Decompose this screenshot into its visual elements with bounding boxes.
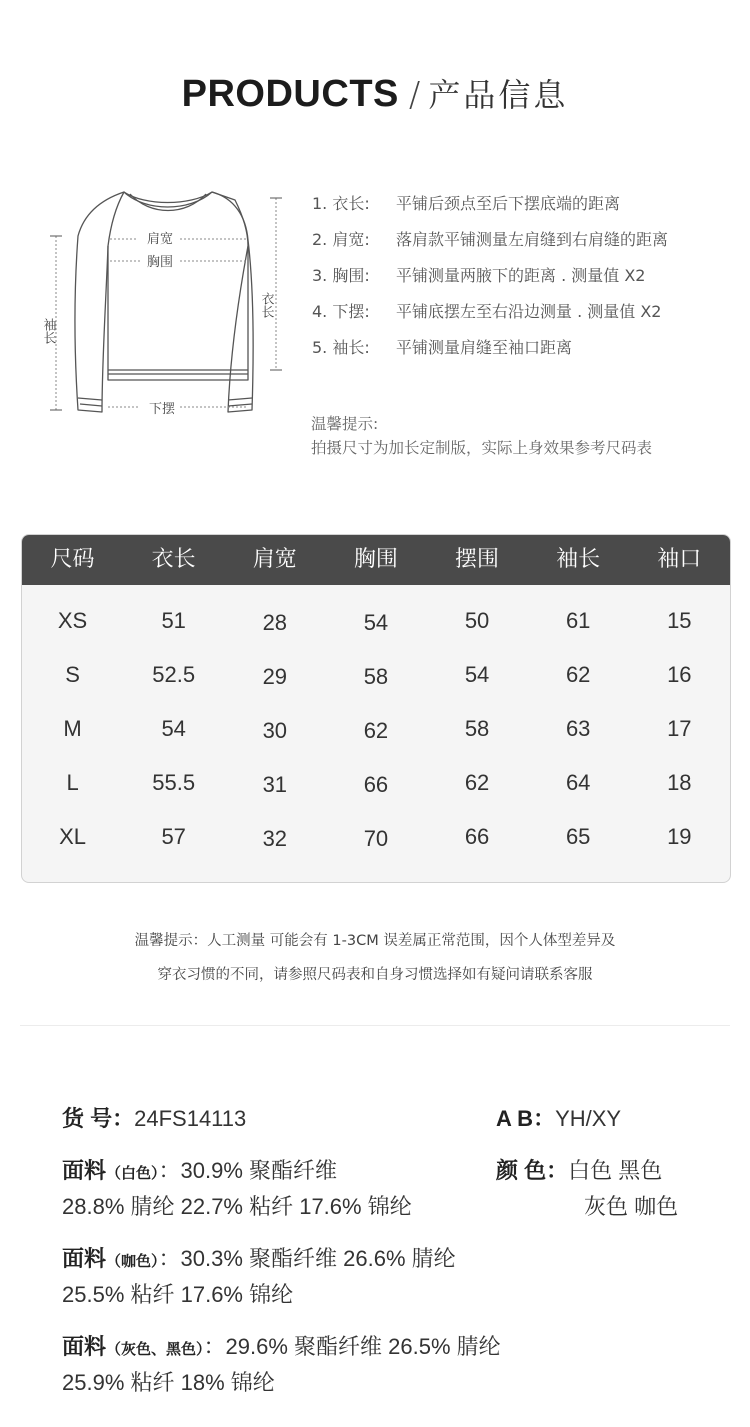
note-row [312, 262, 742, 298]
table-cell: 52.5 [152, 662, 196, 687]
note-text: 落肩款平铺测量左肩缝到右肩缝的距离 [396, 230, 669, 249]
table-cell: 62 [565, 662, 591, 687]
note-text: 平铺测量两腋下的距离 . 测量值 X2 [396, 266, 646, 285]
table-cell: 57 [161, 824, 186, 849]
table-cell: L [66, 770, 79, 795]
measurement-notes [312, 190, 742, 370]
table-cell: M [63, 716, 82, 741]
header-cell: 袖口 [657, 547, 702, 572]
table-cell: 16 [667, 662, 692, 687]
note-key: 3. 胸围: [312, 266, 370, 285]
table-cell: 64 [565, 770, 591, 795]
table-cell: 55.5 [152, 770, 196, 795]
fabric1-line1 [62, 1156, 337, 1189]
fabric-color-tag: （咖色） [106, 1253, 159, 1270]
ab-value: YH/XY [555, 1106, 622, 1131]
fabric-composition: ：30.9% 聚酯纤维 [158, 1158, 338, 1183]
header-cell: 衣长 [151, 547, 196, 572]
title-chinese: 产品信息 [428, 76, 569, 114]
table-cell: 50 [464, 608, 490, 633]
table-row [22, 715, 730, 745]
note-key: 4. 下摆: [312, 302, 370, 321]
ab-label: A B： [496, 1106, 556, 1131]
color-line2: 灰色 咖色 [584, 1194, 679, 1219]
note-key: 2. 肩宽: [312, 230, 370, 249]
tip-label: 温馨提示: [311, 415, 379, 433]
length-label: 衣长 [258, 292, 274, 318]
table-cell: 66 [464, 824, 490, 849]
table-cell: 62 [464, 770, 490, 795]
table-header [22, 535, 730, 585]
reminder-line-2: 穿衣习惯的不同，请参照尺码表和自身习惯选择如有疑问请联系客服 [157, 967, 593, 983]
table-cell: S [65, 662, 80, 687]
table-cell: 58 [464, 716, 490, 741]
table-cell: 19 [667, 824, 692, 849]
chest-label: 胸围 [146, 255, 174, 270]
color-label: 颜 色： [496, 1158, 569, 1183]
fabric1-line2: 28.8% 腈纶 22.7% 粘纤 17.6% 锦纶 [62, 1194, 412, 1219]
photo-tip [311, 412, 652, 460]
table-cell: 15 [667, 608, 692, 633]
tip-text: 拍摄尺寸为加长定制版，实际上身效果参考尺码表 [311, 439, 653, 457]
fabric-composition: ：29.6% 聚酯纤维 26.5% 腈纶 [203, 1334, 501, 1359]
header-cell: 尺码 [50, 547, 95, 572]
table-row [22, 769, 730, 799]
color-line1 [496, 1156, 662, 1186]
table-row [22, 661, 730, 691]
header-cell: 胸围 [353, 547, 398, 572]
table-cell: 51 [161, 608, 186, 633]
table-cell: 66 [363, 772, 389, 797]
table-cell: 17 [667, 716, 692, 741]
fabric-composition: ：30.3% 聚酯纤维 26.6% 腈纶 [158, 1246, 456, 1271]
table-row [22, 607, 730, 637]
shoulder-label: 肩宽 [146, 232, 174, 247]
table-cell: 18 [667, 770, 692, 795]
fabric-color-tag: （灰色、黑色） [106, 1341, 204, 1358]
table-cell: 63 [565, 716, 591, 741]
note-row [312, 226, 742, 262]
note-text: 平铺测量肩缝至袖口距离 [396, 338, 573, 357]
size-table [21, 534, 731, 883]
table-cell: 54 [161, 716, 186, 741]
right-sleeve [212, 192, 253, 412]
table-cell: 61 [565, 608, 591, 633]
reminder-line-1: 温馨提示：人工测量 可能会有 1-3CM 误差属正常范围，因个人体型差异及 [134, 933, 616, 949]
header-cell: 肩宽 [252, 547, 297, 572]
header-cell: 摆围 [455, 547, 500, 572]
fabric2-line1 [62, 1244, 456, 1277]
table-cell: XL [59, 824, 87, 849]
table-cell: XS [57, 608, 88, 633]
table-cell: 29 [262, 664, 288, 689]
fabric3-line2: 25.9% 粘纤 18% 锦纶 [62, 1370, 275, 1395]
table-cell: 28 [262, 610, 288, 635]
note-text: 平铺底摆左至右沿边测量 . 测量值 X2 [396, 302, 662, 321]
table-row [22, 823, 730, 853]
table-cell: 58 [363, 664, 389, 689]
note-row [312, 298, 742, 334]
table-cell: 62 [363, 718, 389, 743]
table-cell: 70 [363, 826, 389, 851]
title-english: PRODUCTS [181, 73, 399, 115]
title-slash: / [408, 75, 421, 115]
fabric3-line1 [62, 1332, 501, 1365]
page-title [0, 70, 750, 116]
sweater-diagram [40, 180, 300, 450]
table-cell: 54 [464, 662, 490, 687]
table-cell: 65 [565, 824, 591, 849]
table-cell: 32 [262, 826, 288, 851]
sku-line [62, 1104, 246, 1134]
hem-label: 下摆 [148, 402, 176, 417]
sku-label: 货 号： [62, 1106, 135, 1131]
header-cell: 袖长 [556, 547, 601, 572]
table-cell: 31 [262, 772, 288, 797]
fabric-label: 面料 [62, 1334, 107, 1359]
note-key: 1. 衣长: [312, 194, 370, 213]
fabric2-line2: 25.5% 粘纤 17.6% 锦纶 [62, 1282, 294, 1307]
table-cell: 54 [363, 610, 389, 635]
note-text: 平铺后颈点至后下摆底端的距离 [396, 194, 621, 213]
ab-line [496, 1104, 621, 1134]
note-row [312, 190, 742, 226]
divider [20, 1025, 730, 1026]
fabric-label: 面料 [62, 1246, 107, 1271]
fabric-label: 面料 [62, 1158, 107, 1183]
sweater-outline [108, 192, 248, 380]
note-key: 5. 袖长: [312, 338, 370, 357]
sku-value: 24FS14113 [134, 1106, 247, 1131]
note-row [312, 334, 742, 370]
table-cell: 30 [262, 718, 288, 743]
fabric-color-tag: （白色） [106, 1165, 159, 1182]
color-values: 白色 黑色 [568, 1158, 663, 1183]
sleeve-label: 袖长 [40, 318, 56, 344]
left-sleeve [75, 192, 124, 412]
